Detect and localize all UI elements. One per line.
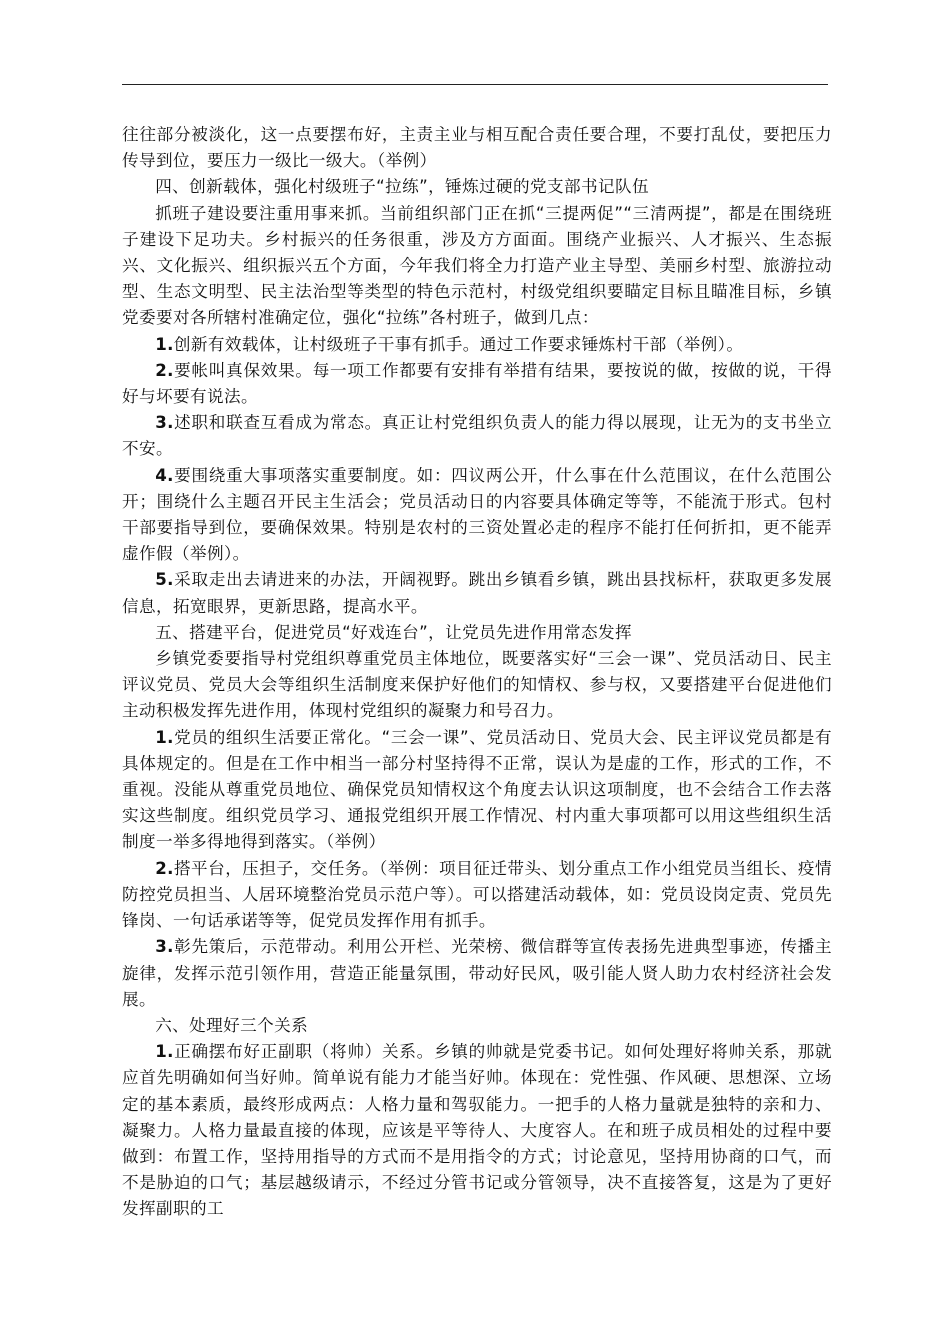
paragraph-number: 5. (155, 570, 174, 590)
paragraph-number: 1. (155, 1042, 174, 1062)
paragraph-text: 五、搭建平台，促进党员“好戏连台”，让党员先进作用常态发挥 (155, 622, 633, 642)
paragraph (122, 725, 832, 856)
paragraph-number: 2. (155, 858, 174, 878)
paragraph (122, 856, 832, 935)
paragraph-text: 述职和联查互看成为常态。真正让村党组织负责人的能力得以展现，让无为的支书坐立不安。 (122, 413, 832, 459)
paragraph-text: 搭平台，压担子，交任务。（举例：项目征迁带头、划分重点工作小组党员当组长、疫情防控党员担当、人居环境整治党员示范户等）。可以搭建活动载体，如：党员设岗定责、党员先锋岗、一句话承诺等等，促党员发挥作用有抓手。 (122, 858, 832, 931)
document-body (122, 122, 832, 1223)
paragraph-text: 往往部分被淡化，这一点要摆布好，主责主业与相互配合责任要合理，不要打乱仗，要把压力传导到位，要压力一级比一级大。（举例） (122, 125, 832, 171)
paragraph (122, 1039, 832, 1222)
paragraph-text: 采取走出去请进来的办法，开阔视野。跳出乡镇看乡镇，跳出县找标杆，获取更多发展信息，拓宽眼界，更新思路，提高水平。 (122, 570, 832, 616)
paragraph-number: 1. (155, 334, 174, 354)
paragraph (122, 1013, 832, 1039)
header-rule (122, 84, 828, 85)
paragraph-number: 2. (155, 360, 174, 380)
paragraph-number: 4. (155, 465, 174, 485)
paragraph-text: 正确摆布好正副职（将帅）关系。乡镇的帅就是党委书记。如何处理好将帅关系，那就应首先明确如何当好帅。简单说有能力才能当好帅。体现在：党性强、作风硬、思想深、立场定的基本素质，最终形成两点：人格力量和驾驭能力。一把手的人格力量就是独特的亲和力、凝聚力。人格力量最直接的体现，应该是平等待人、大度容人。在和班子成员相处的过程中要做到：布置工作，坚持用指导的方式而不是用指令的方式；讨论意见，坚持用协商的口气，而不是胁迫的口气；基层越级请示，不经过分管书记或分管领导，决不直接答复，这是为了更好发挥副职的工 (122, 1042, 832, 1219)
paragraph-text: 要围绕重大事项落实重要制度。如：四议两公开，什么事在什么范围议，在什么范围公开；围绕什么主题召开民主生活会；党员活动日的内容要具体确定等等，不能流于形式。包村干部要指导到位，要确保效果。特别是农村的三资处置必走的程序不能打任何折扣，更不能弄虚作假（举例）。 (122, 465, 832, 564)
paragraph-text: 彰先策后，示范带动。利用公开栏、光荣榜、微信群等宣传表扬先进典型事迹，传播主旋律，发挥示范引领作用，营造正能量氛围，带动好民风，吸引能人贤人助力农村经济社会发展。 (122, 937, 832, 1009)
paragraph-text: 党员的组织生活要正常化。“三会一课”、党员活动日、党员大会、民主评议党员都是有具体规定的。但是在工作中相当一部分村坚持得不正常，误认为是虚的工作，形式的工作，不重视。没能从尊重党员地位、确保党员知情权这个角度去认识这项制度，也不会结合工作去落实这些制度。组织党员学习、通报党组织开展工作情况、村内重大事项都可以用这些组织生活制度一举多得地得到落实。（举例） (122, 727, 832, 852)
paragraph (122, 201, 832, 332)
paragraph (122, 646, 832, 725)
paragraph-number: 3. (155, 413, 174, 433)
paragraph (122, 410, 832, 462)
paragraph (122, 122, 832, 174)
paragraph (122, 567, 832, 619)
paragraph-text: 抓班子建设要注重用事来抓。当前组织部门正在抓“三提两促”“三清两提”，都是在围绕班子建设下足功夫。乡村振兴的任务很重，涉及方方面面。围绕产业振兴、人才振兴、生态振兴、文化振兴、组织振兴五个方面，今年我们将全力打造产业主导型、美丽乡村型、旅游拉动型、生态文明型、民主法治型等类型的特色示范村，村级党组织要瞄定目标且瞄准目标，乡镇党委要对各所辖村准确定位，强化“拉练”各村班子，做到几点： (122, 203, 832, 328)
paragraph-text: 要帐叫真保效果。每一项工作都要有安排有举措有结果，要按说的做，按做的说，干得好与坏要有说法。 (122, 360, 832, 407)
paragraph-text: 乡镇党委要指导村党组织尊重党员主体地位，既要落实好“三会一课”、党员活动日、民主评议党员、党员大会等组织生活制度来保护好他们的知情权、参与权，又要搭建平台促进他们主动积极发挥先进作用，体现村党组织的凝聚力和号召力。 (122, 649, 832, 721)
paragraph (122, 620, 832, 646)
paragraph (122, 358, 832, 410)
paragraph (122, 463, 832, 568)
paragraph-number: 1. (155, 727, 174, 747)
paragraph-number: 3. (155, 937, 174, 957)
paragraph-text: 四、创新载体，强化村级班子“拉练”，锤炼过硬的党支部书记队伍 (155, 177, 650, 197)
paragraph (122, 174, 832, 200)
paragraph (122, 934, 832, 1013)
paragraph (122, 332, 832, 358)
paragraph-text: 创新有效载体，让村级班子干事有抓手。通过工作要求锤炼村干部（举例）。 (173, 334, 744, 354)
paragraph-text: 六、处理好三个关系 (155, 1015, 309, 1035)
